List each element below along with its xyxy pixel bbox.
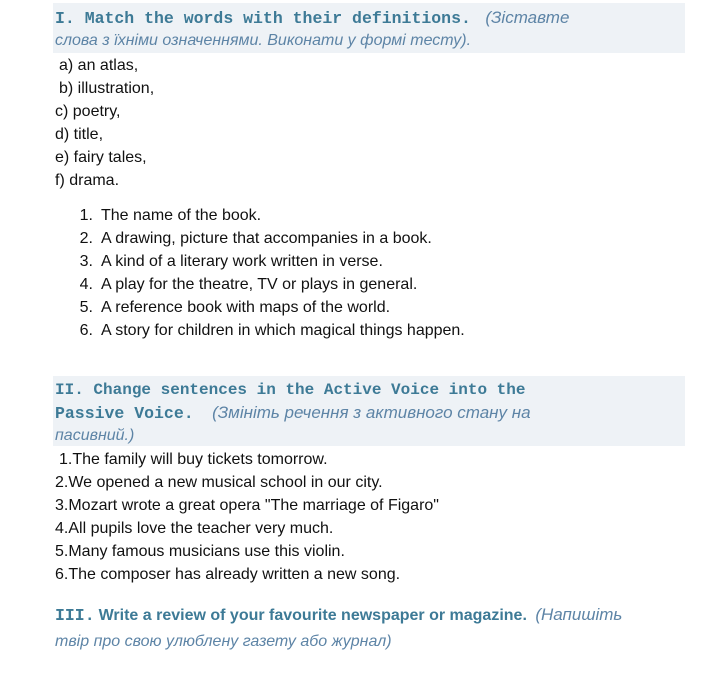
section1-title-line [55, 8, 569, 29]
word-item: c) poetry, [55, 103, 121, 120]
word-item: e) fairy tales, [55, 149, 147, 166]
section2-title-line2-row [55, 403, 531, 424]
section3-title: Write a review of your favourite newspaper or magazine. [98, 607, 527, 624]
sentence-item: 2.We opened a new musical school in our city. [55, 474, 383, 491]
word-item: a) an atlas, [59, 57, 139, 74]
definition-text: A play for the theatre, TV or plays in general. [101, 276, 418, 293]
section3-instruction-line2: твір про свою улюблену газету або журнал) [55, 633, 392, 650]
definition-number: 2. [79, 230, 93, 247]
definition-text: A reference book with maps of the world. [101, 299, 391, 316]
section2-instruction-line2: пасивний.) [55, 427, 135, 444]
definition-number: 3. [79, 253, 93, 270]
definition-number: 1. [79, 207, 93, 224]
definition-item [71, 321, 465, 341]
definition-item [71, 206, 261, 226]
sentence-item: 6.The composer has already written a new song. [55, 566, 401, 583]
sentence-item: 4.All pupils love the teacher very much. [55, 520, 334, 537]
word-item: f) drama. [55, 172, 120, 189]
word-item: b) illustration, [59, 80, 155, 97]
sentence-item: 3.Mozart wrote a great opera "The marriage of Figaro" [55, 497, 439, 514]
section2-instruction: (Змініть речення з активного стану на [212, 403, 531, 422]
section3-title-line [55, 605, 622, 626]
definition-number: 4. [79, 276, 93, 293]
section1-title: I. Match the words with their definitions. [55, 9, 471, 28]
definition-number: 6. [79, 322, 93, 339]
definition-text: The name of the book. [101, 207, 262, 224]
section3-instruction: (Напишіть [535, 605, 623, 624]
definition-text: A drawing, picture that accompanies in a book. [101, 230, 432, 247]
definition-text: A kind of a literary work written in verse. [101, 253, 383, 270]
section1-instruction: (Зіставте [485, 8, 570, 27]
sentence-item: 1.The family will buy tickets tomorrow. [59, 451, 328, 468]
definition-item [71, 298, 390, 318]
definition-item [71, 275, 417, 295]
sentence-item: 5.Many famous musicians use this violin. [55, 543, 345, 560]
section3-numeral: III. [55, 606, 95, 625]
word-item: d) title, [55, 126, 104, 143]
section2-title-line1: II. Change sentences in the Active Voice into the [55, 381, 526, 399]
definition-item [71, 252, 383, 272]
section2-title-line2: Passive Voice. [55, 404, 194, 423]
definition-text: A story for children in which magical things happen. [101, 322, 465, 339]
definition-number: 5. [79, 299, 93, 316]
section1-instruction-line2: слова з їхніми означеннями. Виконати у формі тесту). [55, 32, 472, 49]
definition-item [71, 229, 432, 249]
